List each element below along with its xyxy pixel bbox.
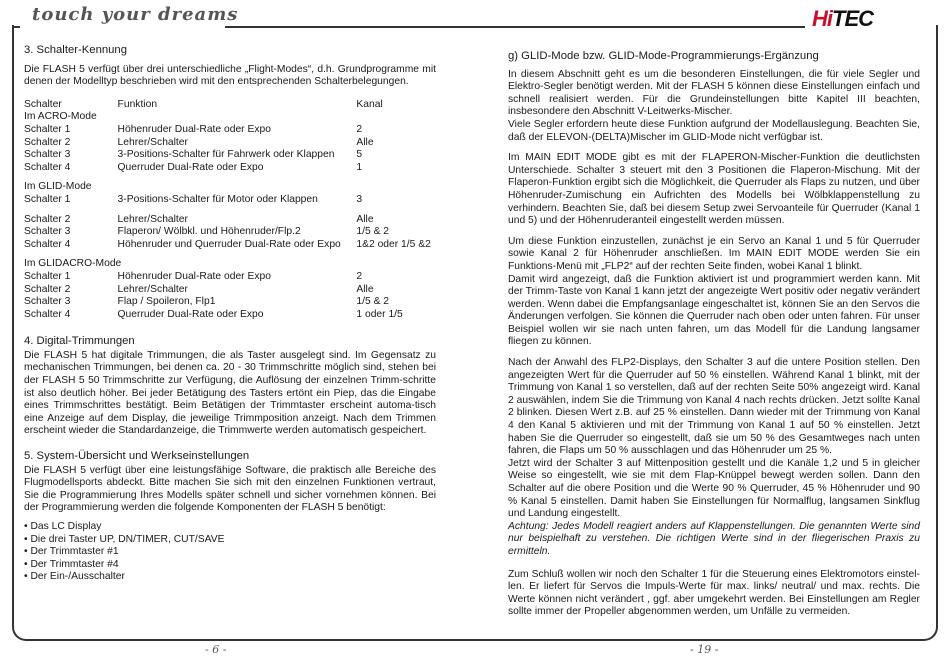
hitec-logo: HiTEC	[812, 6, 873, 31]
table-row: Schalter 3 Flaperon/ Wölbkl. und Höhenruder/Flp.2 1/5 & 2	[24, 226, 390, 238]
table-row: Schalter 1 Höhenruder Dual-Rate oder Expo 2	[24, 123, 363, 135]
paragraph: Viele Segler erfordern heute diese Funktion aufgrund der Modellauslegung. Beachten Sie, daß der ELEVON-(DELTA)Mischer im GLID-Mode nicht verfügbar ist.	[508, 118, 920, 143]
section-3-intro: Die FLASH 5 verfügt über drei unterschiedliche „Flight-Modes“, d.h. Grundprogramme mit denen der Modelltyp beschrieben wird mit den entsprechenden Schalterbelegungen.	[24, 63, 436, 88]
acro-label: Im ACRO-Mode	[24, 111, 97, 123]
page-number-right: - 19 -	[690, 643, 719, 656]
paragraph: Im MAIN EDIT MODE gibt es mit der FLAPERON-Mischer-Funktion die deutlichsten Unterschiede. Schalter 3 steuert mit den 3 Positionen die Flaperon-Mischung. Mit der Flaperon-Funktion ergibt sich die Möglichkeit, die Querruder als Flaps zu nutzen, und über Höhenruder-Zumischung ein Aufrichten des Modells bei Wölbklappenstellung zu verhindern. Beachten Sie, daß bei diesem Setup zwei Servoanteile für Querruder (Kanal 1 und 5) und der Höhenruderanteil eingestellt werden müssen.	[508, 152, 920, 227]
frame-top-right	[225, 26, 805, 28]
list-item: • Das LC Display	[24, 521, 436, 534]
section-5-title: 5. System-Übersicht und Werkseinstellungen	[24, 450, 250, 463]
page-number-left: - 6 -	[205, 643, 227, 656]
paragraph: Nach der Anwahl des FLP2-Displays, den Schalter 3 auf die untere Position stellen. Den angezeigten Wert für die Querruder auf 50 % einstellen. Während Kanal 1 blinkt, mit der Trimmung von Kanal 1 so verstellen, daß auf der rechten Seite 50% angezeigt wird. Kanal 2 auswählen, indem Sie die Trimmung von Kanal 4 nach rechts drücken. Jetzt sollte Kanal 2 blinken. Diesen Wert z.B. auf 25 % einstellen. Dann wieder mit der Trimmung von Kanal 4 den Kanal 5 aktivieren und mit der Trimmung von Kanal 1 auf 50 % einstellen. Jetzt haben Sie die Querruder so eingestellt, daß sie um 50 % des Gesamtweges nach unten fahren, die Flaps um 50 % ausschlagen und das Höhenruder um 25 %.	[508, 357, 920, 457]
section-3-title: 3. Schalter-Kennung	[24, 44, 127, 56]
table-row: Schalter 3 3-Positions-Schalter für Fahrwerk oder Klappen 5	[24, 149, 363, 161]
glidacro-label: Im GLIDACRO-Mode	[24, 258, 122, 270]
table-row: Schalter 4 Querruder Dual-Rate oder Expo 1 oder 1/5	[24, 308, 403, 320]
table-row: Schalter 4 Höhenruder und Querruder Dual-Rate oder Expo 1&2 oder 1/5 &2	[24, 238, 431, 250]
table-row: Schalter 1 Höhenruder Dual-Rate oder Expo 2	[24, 270, 363, 282]
tagline: touch your dreams	[32, 4, 239, 25]
glid-label: Im GLID-Mode	[24, 181, 92, 193]
frame-top-left	[14, 26, 20, 28]
table-row: Schalter 2 Lehrer/Schalter Alle	[24, 136, 374, 148]
paragraph: Um diese Funktion einzustellen, zunächst je ein Servo an Kanal 1 und 5 für Querruder sowie Kanal 2 für Höhenruder anschließen. Im MAIN EDIT MODE werden Sie ein Funktions-Menü mit „FLP2“ auf der rechten Seite finden, wobei Kanal 1 blinkt.	[508, 235, 920, 272]
table-row: Schalter 4 Querruder Dual-Rate oder Expo 1	[24, 161, 363, 173]
warning-note: Achtung: Jedes Modell reagiert anders auf Klappenstellungen. Die genannten Werte sind nur beispielhaft zu verstehen. Die richtigen Werte sind in der fliegerischen Praxis zu ermitteln.	[508, 520, 920, 557]
list-item: • Der Ein-/Ausschalter	[24, 571, 436, 584]
table-header: Schalter Funktion Kanal	[24, 98, 383, 110]
section-g-title: g) GLID-Mode bzw. GLID-Mode-Programmierungs-Ergänzung	[508, 50, 819, 62]
section-5-text: Die FLASH 5 verfügt über eine leistungsfähige Software, die praktisch alle Bereiche des Flugmodellsports abdeckt. Bitte machen Sie sich mit den einzelnen Funktionen vertraut, Sie die Programmierung Ihres Modells später schnell und sicher vornehmen können. Bei der Programmierung werden die folgende Komponenten der FLASH 5 benötigt:	[24, 464, 436, 514]
section-4-text: Die FLASH 5 hat digitale Trimmungen, die als Taster ausgelegt sind. Im Gegensatz zu mechanischen Trimmungen, bei denen ca. 20 - 30 Trimmschritte möglich sind, stehen bei der FLASH 5 50 Trimmschritte zur Verfügung, die Auflösung der einzelnen Trimm-schritte ist also deutlich höher. Bei jeder Betätigung des Tasters ertönt ein Piep, das die Eingabe eines Trimmschrittes bestätigt. Beim Betätigen der Trimmtaster erscheint automa-tisch eine Anzeige auf dem Display, die jeweilige Trimmposition anzeigt. Nach dem Trimmen erscheint wieder die Standardanzeige, die Trimmwerte werden automatisch gespeichert.	[24, 349, 436, 437]
table-row: Schalter 2 Lehrer/Schalter Alle	[24, 213, 374, 225]
paragraph: In diesem Abschnitt geht es um die besonderen Einstellungen, die für viele Segler und Elektro-Segler benötigt werden. Mit der FLASH 5 können diese Einstellungen einfach und schnell realisiert werden. Für die Grundeinstellungen bitte Kapitel III beachten, insbesondere den Abschnitt V-Leitwerks-Mischer.	[508, 68, 920, 118]
paragraph: Damit wird angezeigt, daß die Funktion aktiviert ist und programmiert werden kann. Mit der Trimm-Taste von Kanal 1 kann jetzt der angezeigte Wert positiv oder negativ verändert werden. Wenn dabei die Empfangsanlage eingeschaltet ist, können Sie an den Servos die Änderungen verfolgen. Sie können die Querruder nach oben oder unten fahren. Für unser Beispiel wollen wir sie nach unten fahren, um das Modell für die Landung langsamer fliegen zu können.	[508, 273, 920, 348]
right-column	[508, 50, 920, 627]
table-row: Schalter 2 Lehrer/Schalter Alle	[24, 283, 374, 295]
list-item: • Die drei Taster UP, DN/TIMER, CUT/SAVE	[24, 534, 436, 547]
paragraph: Jetzt wird der Schalter 3 auf Mittenposition gestellt und die Kanäle 1,2 und 5 in gleicher Weise so eingestellt, wie sie mit dem Flap-Knüppel bewegt werden sollen. Dann den Schalter auf die obere Position und die Werte 90 % Querruder, 45 % Höhenruder und 90 % Kanal 5 einstellen. Damit haben Sie Einstellungen für Normalflug, langsamen Sinkflug und Landung eingestellt.	[508, 457, 920, 520]
paragraph: Zum Schluß wollen wir noch den Schalter 1 für die Steuerung eines Elektromotors einstel-len. Er liefert für Servos die Impuls-Werte für max. links/ neutral/ und max. rechts. Die Werte können nicht verändert , ggf. aber umgekehrt werden. Bei Einstellungen am Regler sollte immer der Propeller abgenommen werden, um Unfälle zu vermeiden.	[508, 568, 920, 618]
table-row: Schalter 1 3-Positions-Schalter für Motor oder Klappen 3	[24, 193, 363, 205]
list-item: • Der Trimmtaster #4	[24, 559, 436, 572]
table-row: Schalter 3 Flap / Spoileron, Flp1 1/5 & 2	[24, 296, 390, 308]
section-4-title: 4. Digital-Trimmungen	[24, 335, 135, 348]
left-column	[24, 44, 436, 584]
component-list	[24, 521, 436, 584]
list-item: • Der Trimmtaster #1	[24, 546, 436, 559]
